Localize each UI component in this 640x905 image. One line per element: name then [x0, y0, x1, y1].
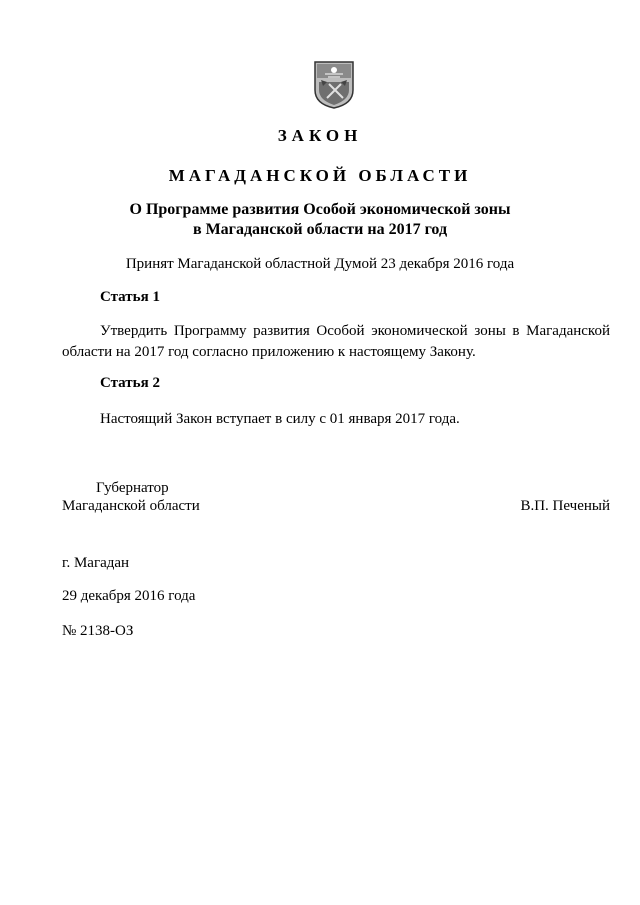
signature-title-line-1: Губернатор — [96, 480, 169, 496]
signatory-name: В.П. Печеный — [520, 498, 610, 514]
place-of-signing: г. Магадан — [62, 555, 130, 571]
signing-date: 29 декабря 2016 года — [62, 588, 196, 604]
signature-title-line-2: Магаданской области — [62, 498, 200, 514]
adoption-note: Принят Магаданской областной Думой 23 декабря 2016 года — [125, 256, 515, 272]
law-title — [0, 200, 640, 240]
article-2-heading: Статья 2 — [100, 375, 160, 391]
law-heading: ЗАКОН — [277, 126, 363, 145]
law-title-line-1: О Программе развития Особой экономической зоны — [129, 201, 511, 218]
coat-of-arms-emblem — [313, 60, 355, 110]
article-2-text: Настоящий Закон вступает в силу с 01 января 2017 года. — [100, 411, 460, 427]
article-1-heading: Статья 1 — [100, 289, 160, 305]
region-heading: МАГАДАНСКОЙ ОБЛАСТИ — [168, 166, 472, 185]
law-number: № 2138-ОЗ — [62, 623, 134, 639]
article-1-text: Утвердить Программу развития Особой экономической зоны в Магаданской области на 2017 год согласно приложению к настоящему Закону. — [62, 323, 610, 360]
law-title-line-2: в Магаданской области на 2017 год — [192, 221, 448, 238]
